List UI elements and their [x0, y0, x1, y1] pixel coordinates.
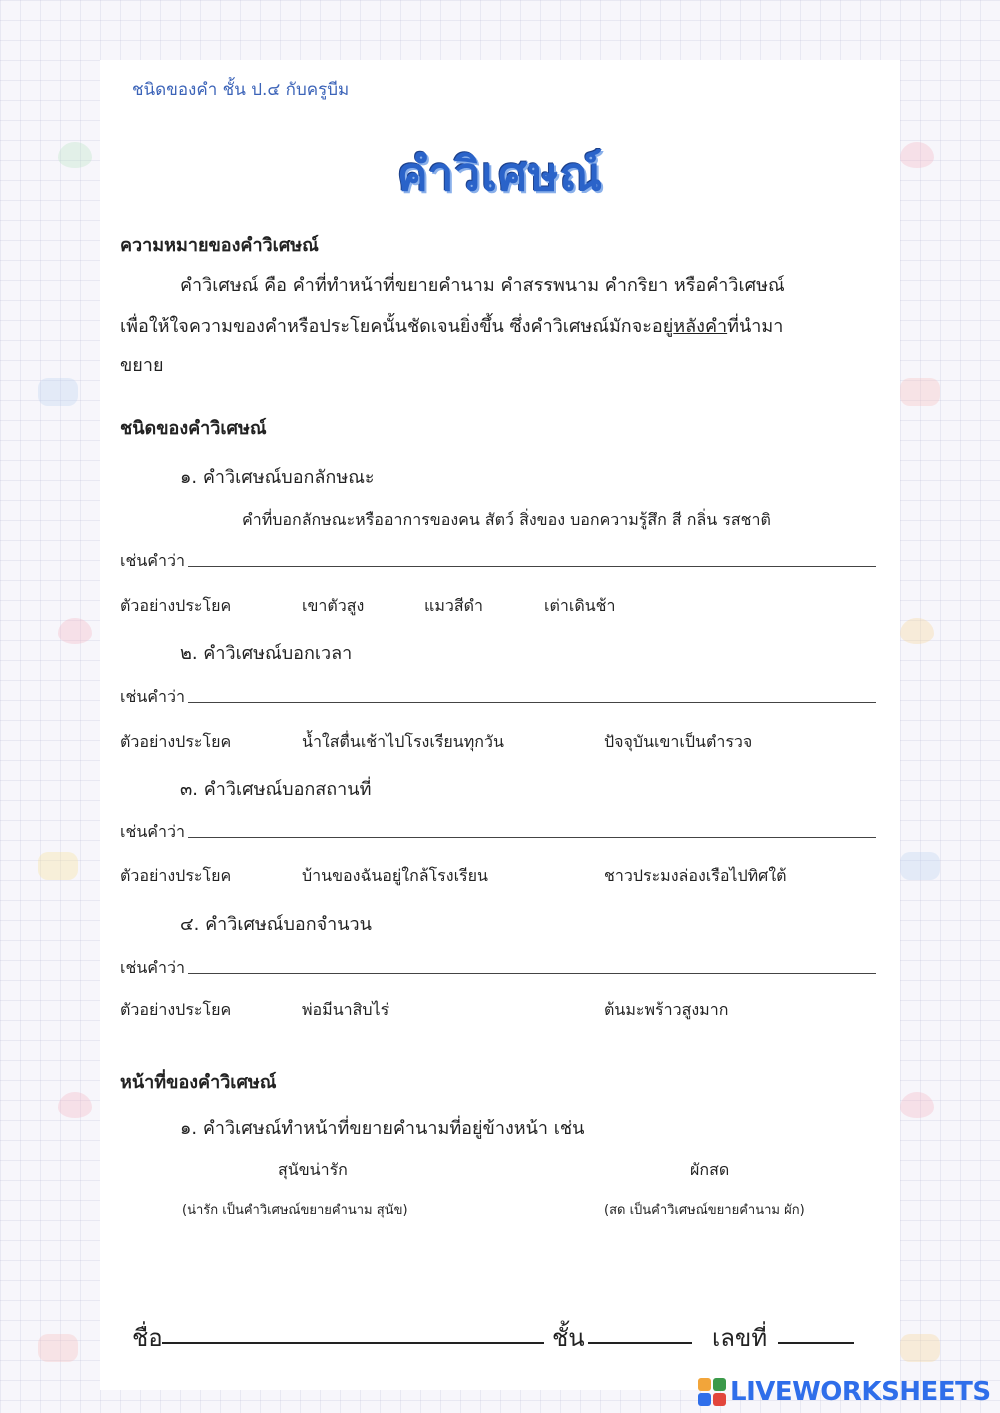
function-note-left: (น่ารัก เป็นคำวิเศษณ์ขยายคำนาม สุนัข) — [182, 1203, 408, 1218]
logo-text: LIVEWORKSHEETS — [730, 1377, 991, 1407]
example-label: เช่นคำว่า — [120, 687, 185, 706]
type-3-title: ๓. คำวิเศษณ์บอกสถานที่ — [180, 779, 372, 800]
liveworksheets-logo[interactable] — [698, 1376, 991, 1408]
decor-cat — [38, 378, 78, 406]
decor-heart — [900, 618, 934, 644]
type-2-title: ๒. คำวิเศษณ์บอกเวลา — [180, 643, 353, 664]
meaning-line-3: ขยาย — [120, 355, 164, 376]
decor-heart — [58, 618, 92, 644]
name-label: ชื่อ — [132, 1324, 163, 1352]
meaning-line-1: คำวิเศษณ์ คือ คำที่ทำหน้าที่ขยายคำนาม คำสรรพนาม คำกริยา หรือคำวิเศษณ์ — [180, 275, 785, 296]
types-heading: ชนิดของคำวิเศษณ์ — [120, 418, 267, 439]
decor-cat — [900, 1334, 940, 1362]
example-label: เช่นคำว่า — [120, 822, 185, 841]
function-example-left: สุนัขน่ารัก — [278, 1160, 348, 1179]
example-label: เช่นคำว่า — [120, 958, 185, 977]
sentence-label: ตัวอย่างประโยค — [120, 596, 232, 615]
answer-line-type-3[interactable] — [188, 837, 876, 838]
decor-heart — [900, 1092, 934, 1118]
type-1-title: ๑. คำวิเศษณ์บอกลักษณะ — [180, 467, 375, 488]
sentence-example: ปัจจุบันเขาเป็นตำรวจ — [604, 732, 753, 751]
decor-cat — [900, 378, 940, 406]
class-field[interactable] — [588, 1342, 692, 1344]
answer-line-type-4[interactable] — [188, 973, 876, 974]
sentence-example: น้ำใสตื่นเช้าไปโรงเรียนทุกวัน — [302, 732, 504, 751]
page-title: คำวิเศษณ์ — [396, 147, 604, 201]
header-note: ชนิดของคำ ชั้น ป.๔ กับครูบีม — [132, 80, 350, 100]
sentence-label: ตัวอย่างประโยค — [120, 1000, 232, 1019]
answer-line-type-1[interactable] — [188, 566, 876, 567]
decor-cat — [900, 852, 940, 880]
sentence-example: เต่าเดินช้า — [544, 596, 616, 615]
decor-cat — [38, 1334, 78, 1362]
number-label: เลขที่ — [712, 1324, 768, 1352]
sentence-label: ตัวอย่างประโยค — [120, 866, 232, 885]
number-field[interactable] — [778, 1342, 854, 1344]
function-note-right: (สด เป็นคำวิเศษณ์ขยายคำนาม ผัก) — [604, 1203, 805, 1218]
sentence-example: บ้านของฉันอยู่ใกล้โรงเรียน — [302, 866, 488, 885]
functions-heading: หน้าที่ของคำวิเศษณ์ — [120, 1072, 277, 1093]
worksheet-paper — [100, 60, 900, 1390]
sentence-label: ตัวอย่างประโยค — [120, 732, 232, 751]
name-field[interactable] — [162, 1342, 544, 1344]
class-label: ชั้น — [552, 1324, 585, 1352]
sentence-example: ชาวประมงล่องเรือไปทิศใต้ — [604, 866, 787, 885]
function-1: ๑. คำวิเศษณ์ทำหน้าที่ขยายคำนามที่อยู่ข้างหน้า เช่น — [180, 1118, 585, 1139]
sentence-example: ต้นมะพร้าวสูงมาก — [604, 1000, 729, 1019]
sentence-example: เขาตัวสูง — [302, 596, 365, 615]
type-4-title: ๔. คำวิเศษณ์บอกจำนวน — [180, 914, 372, 935]
type-1-description: คำที่บอกลักษณะหรืออาการของคน สัตว์ สิ่งของ บอกความรู้สึก สี กลิ่น รสชาติ — [242, 510, 771, 529]
meaning-heading: ความหมายของคำวิเศษณ์ — [120, 235, 319, 256]
function-example-right: ผักสด — [690, 1160, 730, 1179]
decor-heart — [58, 1092, 92, 1118]
meaning-line-2: เพื่อให้ใจความของคำหรือประโยคนั้นชัดเจนยิ่งขึ้น ซึ่งคำวิเศษณ์มักจะอยู่หลังคำที่นำมา — [120, 316, 784, 337]
decor-cat — [38, 852, 78, 880]
logo-grid-icon — [698, 1378, 726, 1406]
sentence-example: แมวสีดำ — [424, 596, 483, 615]
answer-line-type-2[interactable] — [188, 702, 876, 703]
underlined-phrase: หลังคำ — [673, 316, 728, 337]
sentence-example: พ่อมีนาสิบไร่ — [302, 1000, 390, 1019]
example-label: เช่นคำว่า — [120, 551, 185, 570]
